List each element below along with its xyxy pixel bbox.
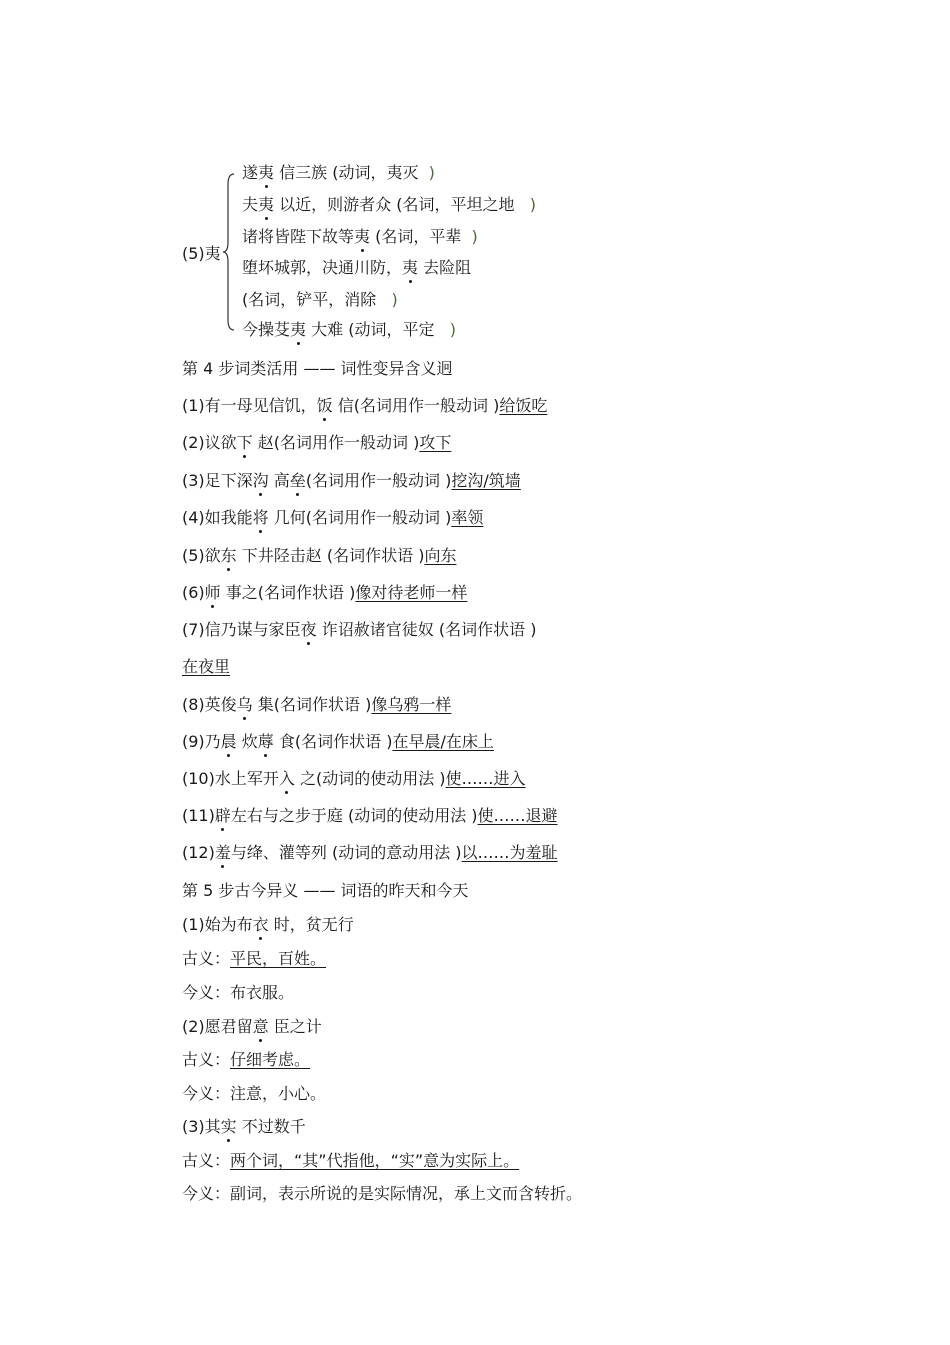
yi-item-1: 遂夷 信三族 (动词，夷灭 ): [242, 163, 435, 182]
yi-item-3: 诸将皆陛下故等夷 (名词，平辈 ): [242, 227, 478, 246]
step4-item-4: (4)如我能将 几何(名词用作一般动词 )率领: [182, 508, 484, 527]
step4-item-7: (7)信乃谋与家臣夜 诈诏赦诸官徒奴 (名词作状语 ): [182, 620, 537, 639]
yi-item-2: 夫夷 以近，则游者众 (名词，平坦之地 ): [242, 195, 536, 214]
step5-item-2-new: 今义：注意，小心。: [182, 1084, 327, 1103]
step4-item-9: (9)乃晨 炊蓐 食(名词作状语 )在早晨/在床上: [182, 732, 494, 751]
yi-item-5: (名词，铲平，消除 ): [242, 290, 398, 309]
step5-item-2-old: 古义：仔细考虑。: [182, 1050, 311, 1069]
step4-item-3: (3)足下深沟 高垒(名词用作一般动词 )挖沟/筑墙: [182, 471, 521, 490]
left-brace-icon: [222, 172, 238, 332]
step4-item-5: (5)欲东 下井陉击赵 (名词作状语 )向东: [182, 546, 457, 565]
step4-item-6: (6)师 事之(名词作状语 )像对待老师一样: [182, 583, 468, 602]
step5-item-1-old: 古义：平民，百姓。: [182, 949, 327, 968]
step4-item-12: (12)羞与绛、灌等列 (动词的意动用法 )以……为羞耻: [182, 843, 558, 862]
yi-item-4: 堕坏城郭，决通川防，夷 去险阻: [242, 258, 472, 277]
step5-item-3-new: 今义：副词，表示所说的是实际情况，承上文而含转折。: [182, 1184, 583, 1203]
step5-item-3-old: 古义：两个词，“其”代指他，“实”意为实际上。: [182, 1151, 520, 1170]
step4-title: 第 4 步词类活用 —— 词性变异含义迥: [182, 359, 453, 378]
step5-item-3: (3)其实 不过数千: [182, 1117, 306, 1136]
yi-item-6: 今操芟夷 大难 (动词，平定 ): [242, 320, 456, 339]
step5-item-2: (2)愿君留意 臣之计: [182, 1017, 322, 1036]
step4-item-2: (2)议欲下 赵(名词用作一般动词 )攻下: [182, 433, 452, 452]
yi-label: (5)夷: [182, 244, 221, 263]
step4-item-10: (10)水上军开入 之(动词的使动用法 )使……进入: [182, 769, 526, 788]
step4-item-8: (8)英俊乌 集(名词作状语 )像乌鸦一样: [182, 695, 452, 714]
step5-item-1: (1)始为布衣 时，贫无行: [182, 915, 354, 934]
step5-title: 第 5 步古今异义 —— 词语的昨天和今天: [182, 881, 469, 900]
step5-item-1-new: 今义：布衣服。: [182, 983, 295, 1002]
step4-item-7-answer: 在夜里: [182, 657, 231, 676]
step4-item-1: (1)有一母见信饥，饭 信(名词用作一般动词 )给饭吃: [182, 396, 548, 415]
step4-item-11: (11)辟左右与之步于庭 (动词的使动用法 )使……退避: [182, 806, 558, 825]
